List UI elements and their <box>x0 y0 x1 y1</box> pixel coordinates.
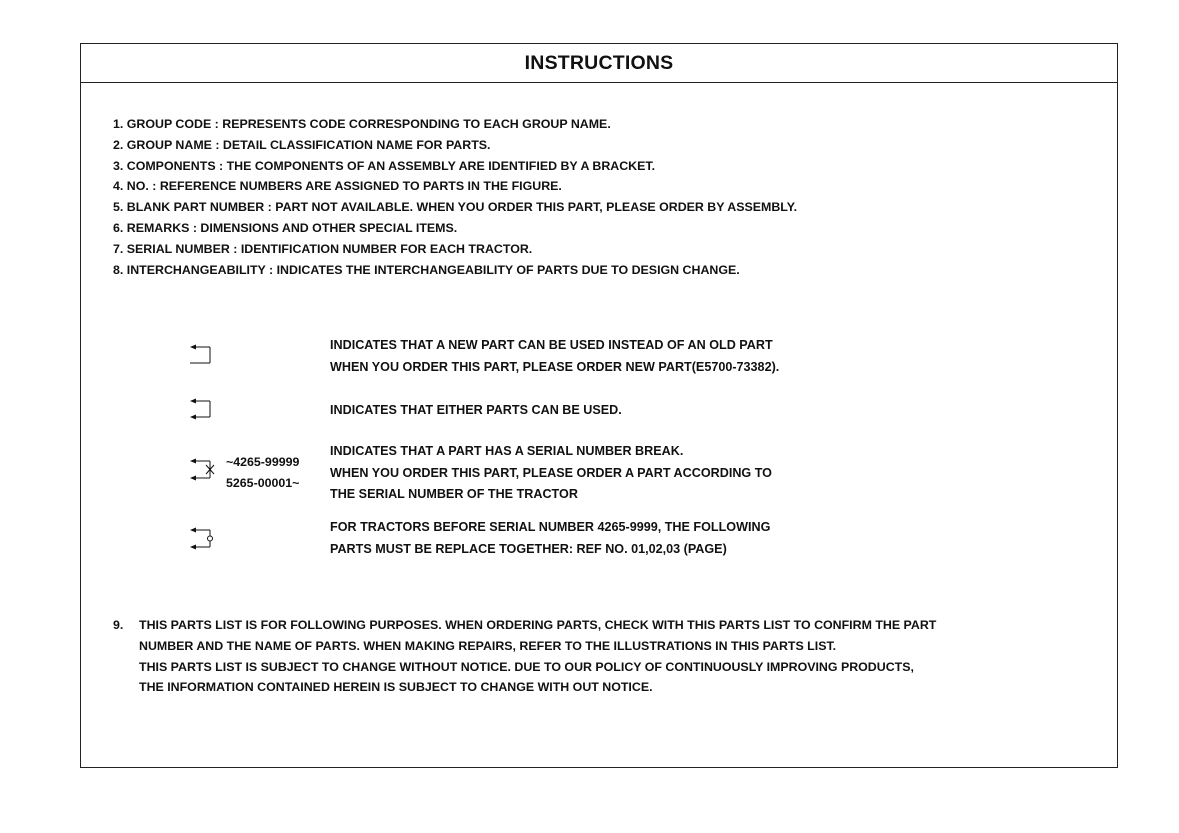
item-9-line: THIS PARTS LIST IS FOR FOLLOWING PURPOSES. WHEN ORDERING PARTS, CHECK WITH THIS PARTS LIST TO CONFIRM THE PART <box>139 618 937 632</box>
serial-before: ~4265-99999 <box>226 455 300 469</box>
new-part-description <box>330 335 779 378</box>
replace-together-arrow-icon <box>188 526 218 552</box>
page-title: INSTRUCTIONS <box>524 51 674 74</box>
item-9-line: THE INFORMATION CONTAINED HEREIN IS SUBJECT TO CHANGE WITH OUT NOTICE. <box>139 680 653 695</box>
list-item: 3. COMPONENTS : THE COMPONENTS OF AN ASSEMBLY ARE IDENTIFIED BY A BRACKET. <box>113 158 656 173</box>
item-9-line: NUMBER AND THE NAME OF PARTS. WHEN MAKING REPAIRS, REFER TO THE ILLUSTRATIONS IN THIS PARTS LIST. <box>139 638 837 653</box>
description-line: INDICATES THAT A PART HAS A SERIAL NUMBER BREAK. <box>330 444 684 458</box>
item-9-line: THIS PARTS LIST IS SUBJECT TO CHANGE WITHOUT NOTICE. DUE TO OUR POLICY OF CONTINUOUSLY IMPROVING PRODUCTS, <box>139 659 914 674</box>
description-line: WHEN YOU ORDER THIS PART, PLEASE ORDER NEW PART(E5700-73382). <box>330 359 780 374</box>
serial-break-arrow-icon <box>188 457 218 483</box>
list-item: 4. NO. : REFERENCE NUMBERS ARE ASSIGNED TO PARTS IN THE FIGURE. <box>113 179 562 194</box>
list-item: 8. INTERCHANGEABILITY : INDICATES THE INTERCHANGEABILITY OF PARTS DUE TO DESIGN CHANGE. <box>113 262 740 277</box>
item-9-number: 9. <box>113 618 124 632</box>
description-line: INDICATES THAT A NEW PART CAN BE USED INSTEAD OF AN OLD PART <box>330 338 773 352</box>
serial-break-description <box>330 441 772 506</box>
description-line: FOR TRACTORS BEFORE SERIAL NUMBER 4265-9999, THE FOLLOWING <box>330 520 771 534</box>
instruction-list <box>113 114 797 280</box>
new-part-arrow-icon <box>188 343 214 367</box>
serial-after: 5265-00001~ <box>226 476 300 490</box>
list-item: 5. BLANK PART NUMBER : PART NOT AVAILABLE. WHEN YOU ORDER THIS PART, PLEASE ORDER BY ASSEMBLY. <box>113 200 798 215</box>
description-line: THE SERIAL NUMBER OF THE TRACTOR <box>330 487 578 501</box>
description-line: PARTS MUST BE REPLACE TOGETHER: REF NO. 01,02,03 (PAGE) <box>330 541 727 556</box>
either-part-arrow-icon <box>188 397 214 421</box>
instructions-frame <box>80 43 1118 768</box>
list-item: 7. SERIAL NUMBER : IDENTIFICATION NUMBER FOR EACH TRACTOR. <box>113 241 533 256</box>
title-bar <box>81 44 1117 83</box>
either-part-description <box>330 400 622 422</box>
list-item: 6. REMARKS : DIMENSIONS AND OTHER SPECIAL ITEMS. <box>113 220 458 235</box>
description-line: INDICATES THAT EITHER PARTS CAN BE USED. <box>330 403 622 417</box>
list-item: 2. GROUP NAME : DETAIL CLASSIFICATION NAME FOR PARTS. <box>113 137 491 152</box>
serial-numbers <box>226 452 299 494</box>
description-line: WHEN YOU ORDER THIS PART, PLEASE ORDER A PART ACCORDING TO <box>330 465 772 480</box>
item-9-text <box>139 615 936 698</box>
list-item: 1. GROUP CODE : REPRESENTS CODE CORRESPONDING TO EACH GROUP NAME. <box>113 117 611 131</box>
replace-together-description <box>330 517 770 560</box>
